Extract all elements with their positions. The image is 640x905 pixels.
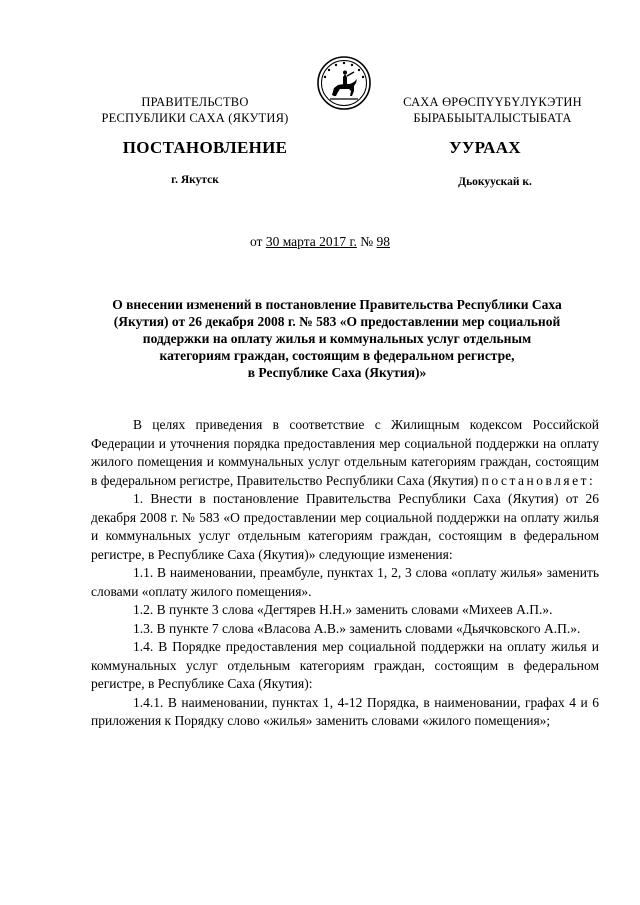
decree-number: 98 — [376, 234, 391, 249]
city-ru: г. Якутск — [171, 174, 219, 186]
header-left — [95, 94, 295, 126]
clause-1: 1. Внести в постановление Правительства Республики Саха (Якутия) от 26 декабря 2008 г. № 583 «О предоставлении мер социальной поддержки на оплату жилья и коммунальных услуг отдельным категориям граждан, состоящим в федеральном регистре, в Республике Саха (Якутия)» следующие изменения: — [91, 491, 599, 562]
org-name-ru-line2: РЕСПУБЛИКИ САХА (ЯКУТИЯ) — [101, 111, 289, 125]
emblem-icon — [316, 55, 372, 111]
decree-date: 30 марта 2017 г. — [265, 234, 357, 249]
title-line: категориям граждан, состоящим в федеральном регистре, — [159, 348, 515, 363]
title-line: в Республике Саха (Якутия)» — [247, 365, 427, 380]
title-line: (Якутия) от 26 декабря 2008 г. № 583 «О предоставлении мер социальной — [113, 314, 561, 329]
org-name-sah-line1: САХА ӨРӨСПҮҮБҮЛҮКЭТИН — [403, 95, 582, 109]
title-line: О внесении изменений в постановление Правительства Республики Саха — [112, 297, 562, 312]
decree-verb: постановляет: — [481, 472, 596, 488]
doc-type-ru: ПОСТАНОВЛЕНИЕ — [122, 138, 288, 157]
clause-1-4: 1.4. В Порядке предоставления мер социальной поддержки на оплату жилья и коммунальных услуг отдельным категориям граждан, состоящим в федеральном регистре, в Республике Саха (Якутия): — [91, 639, 599, 691]
clause-1-3: 1.3. В пункте 7 слова «Власова А.В.» заменить словами «Дьячковского А.П.». — [133, 620, 581, 636]
clause-1-1: 1.1. В наименовании, преамбуле, пунктах 1, 2, 3 слова «оплату жилья» заменить словами «оплату жилого помещения». — [91, 565, 599, 599]
doc-type-sah: УУРААХ — [449, 138, 521, 157]
org-name-ru-line1: ПРАВИТЕЛЬСТВО — [141, 95, 249, 109]
clause-1-4-1: 1.4.1. В наименовании, пунктах 1, 4-12 Порядка, в наименовании, графах 4 и 6 приложения к Порядку слово «жилья» заменить словами «жилого помещения»; — [91, 694, 599, 728]
header-right — [385, 94, 600, 126]
decree-title — [72, 296, 602, 381]
clause-1-2: 1.2. В пункте 3 слова «Дегтярев Н.Н.» заменить словами «Михеев А.П.». — [133, 602, 553, 617]
city-sah: Дьокуускай к. — [458, 176, 532, 188]
decree-body — [91, 416, 599, 731]
date-prefix: от — [249, 234, 263, 249]
preamble-paragraph — [91, 416, 599, 490]
number-prefix: № — [360, 234, 374, 249]
coat-of-arms-emblem — [316, 55, 372, 111]
title-line: поддержки на оплату жилья и коммунальных услуг отдельным — [142, 331, 532, 346]
date-number-line — [160, 234, 480, 250]
preamble-text: В целях приведения в соответствие с Жилищным кодексом Российской Федерации и уточнения порядка предоставления мер социальной поддержки на оплату жилого помещения и коммунальных услуг отдельным категориям граждан, состоящим в федеральном регистре, Правительство Республики Саха (Якутия) — [91, 417, 599, 488]
org-name-sah-line2: БЫРАБЫЫТАЛЫСТЫБАТА — [413, 111, 572, 125]
